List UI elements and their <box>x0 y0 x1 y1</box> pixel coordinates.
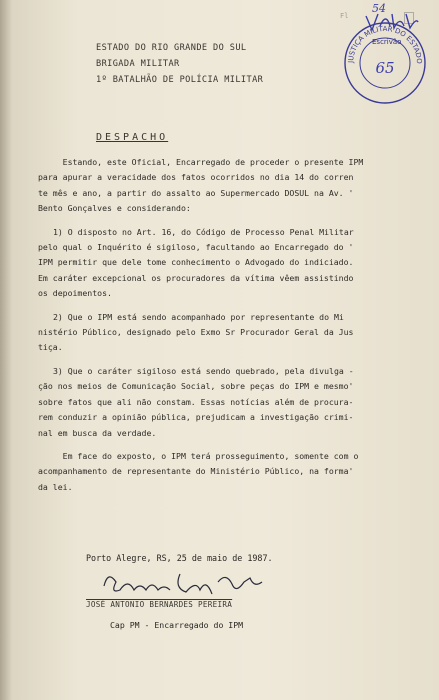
text-line: nistério Público, designado pelo Exmo Sr Procurador Geral da Jus <box>38 327 354 338</box>
paragraph-item-3 <box>38 364 420 441</box>
letterhead-battalion: 1º BATALHÃO DE POLÍCIA MILITAR <box>96 75 264 85</box>
document-title: DESPACHO <box>96 132 169 143</box>
text-line: sobre fatos que ali não constam. Essas notícias além de procura- <box>38 396 354 407</box>
text-line: os depoimentos. <box>38 288 112 299</box>
letterhead-brigade: BRIGADA MILITAR <box>96 59 180 69</box>
letterhead <box>96 40 263 88</box>
paragraph-conclusion <box>38 449 420 495</box>
text-line: nal em busca da verdade. <box>38 427 157 438</box>
text-line: tiça. <box>38 342 63 353</box>
paragraph-intro <box>38 155 420 217</box>
text-line: 2) Que o IPM está sendo acompanhado por representante do Mi <box>53 311 344 322</box>
text-line: para apurar a veracidade dos fatos ocorridos no dia 14 do corren <box>38 172 354 183</box>
text-line: rem conduzir a opinião pública, prejudicam a investigação crimi- <box>38 412 354 423</box>
text-line: ção nos meios de Comunicação Social, sobre peças do IPM e mesmo' <box>38 381 354 392</box>
margin-folio-label: Fl <box>340 12 349 20</box>
text-line: Bento Gonçalves e considerando: <box>38 203 191 214</box>
text-line: pelo qual o Inquérito é sigiloso, facultando ao Encarregado do ' <box>38 242 354 253</box>
paragraph-item-1 <box>38 225 420 302</box>
letterhead-state: ESTADO DO RIO GRANDE DO SUL <box>96 43 247 53</box>
paragraph-item-2 <box>38 310 420 356</box>
text-line: da lei. <box>38 481 73 492</box>
text-line: Estando, este Oficial, Encarregado de proceder o presente IPM <box>38 157 364 167</box>
text-line: Em face do exposto, o IPM terá prosseguimento, somente com o <box>38 450 359 461</box>
signatory-name: JOSÉ ANTONIO BERNARDES PEREIRA <box>86 600 233 609</box>
text-line: IPM permitir que dele tome conhecimento o Advogado do indiciado. <box>38 257 354 268</box>
text-line: Em caráter excepcional os procuradores da vítima vêem assistindo <box>38 272 354 283</box>
page-number: 54 <box>372 2 386 15</box>
signatory-role: Cap PM - Encarregado do IPM <box>110 620 244 630</box>
place-and-date: Porto Alegre, RS, 25 de maio de 1987. <box>86 553 273 563</box>
text-line: te mês e ano, a partir do assalto ao Supermercado DOSUL na Av. ' <box>38 187 354 198</box>
document-body <box>38 155 420 495</box>
text-line: acompanhamento de representante do Ministério Público, na forma' <box>38 466 354 477</box>
stamp-number: 65 <box>375 59 395 77</box>
stamp-label: Escrivão <box>372 38 402 46</box>
court-stamp <box>340 18 430 108</box>
text-line: 1) O disposto no Art. 16, do Código de Processo Penal Militar <box>53 226 354 237</box>
text-line: 3) Que o caráter sigiloso está sendo quebrado, pela divulga - <box>53 365 354 376</box>
handwritten-signature <box>100 568 280 604</box>
stamp-ring-text: JUSTIÇA MILITAR DO ESTADO <box>346 24 424 64</box>
binding-shadow <box>0 0 12 700</box>
